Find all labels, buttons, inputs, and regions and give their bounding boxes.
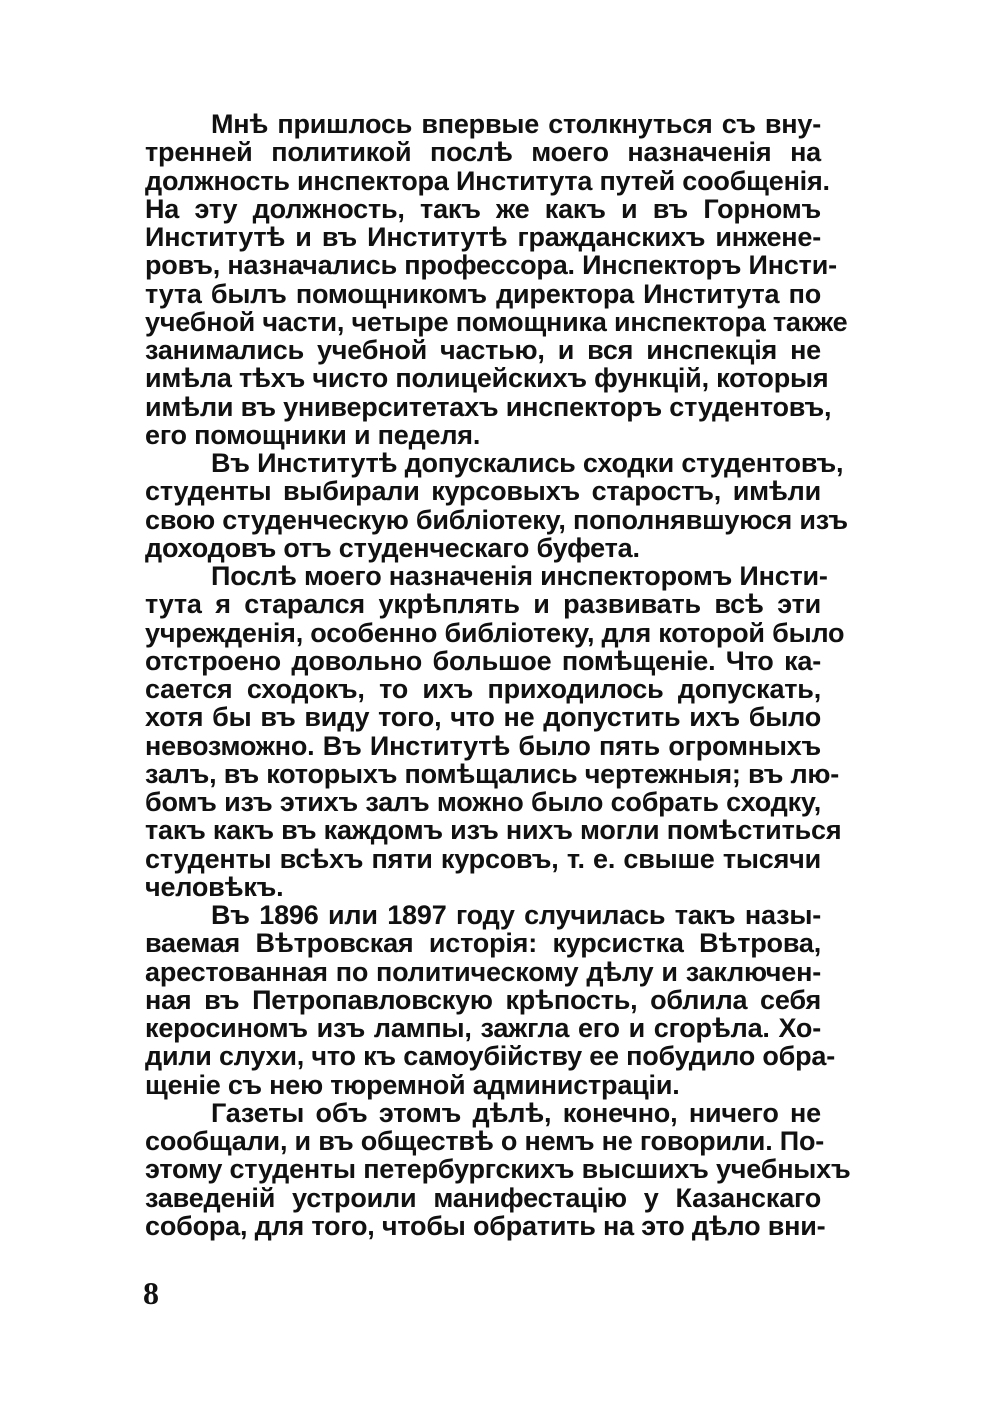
text-line: человѣкъ. [145, 871, 284, 902]
text-line: Институтѣ и въ Институтѣ гражданскихъ инжене- [145, 222, 821, 252]
text-line: учебной части, четыре помощника инспектора также [145, 306, 848, 337]
text-line: студенты выбирали курсовыхъ старостъ, имѣли [145, 476, 821, 507]
text-line: учрежденія, особенно библіотеку, для которой было [145, 617, 845, 648]
text-line: занимались учебной частью, и вся инспекція не [145, 335, 821, 365]
paragraph-4 [145, 900, 835, 1100]
text-line: сается сходокъ, то ихъ приходилось допускать, [145, 674, 821, 704]
paragraph-1 [145, 109, 848, 450]
text-line: этому студенты петербургскихъ высшихъ учебныхъ [145, 1154, 851, 1185]
paragraph-5 [145, 1097, 851, 1241]
body-text [145, 109, 851, 1241]
text-line: имѣла тѣхъ чисто полицейскихъ функцій, которыя [145, 363, 829, 394]
text-line: доходовъ отъ студенческаго буфета. [145, 532, 640, 563]
text-line: ная въ Петропавловскую крѣпость, облила себя [145, 984, 821, 1015]
text-line: заведеній устроили манифестацію у Казанскаго [145, 1182, 821, 1213]
text-line: Въ Институтѣ допускались сходки студентовъ, [211, 448, 844, 478]
text-line: ваемая Вѣтровская исторія: курсистка Вѣтрова, [145, 928, 821, 959]
text-line: Въ 1896 или 1897 году случилась такъ назы- [211, 900, 821, 930]
text-line: его помощники и педеля. [145, 419, 481, 450]
text-line: дили слухи, что къ самоубійству ее побудило обра- [145, 1041, 835, 1072]
text-line: невозможно. Въ Институтѣ было пять огромныхъ [145, 730, 821, 761]
text-line: отстроено довольно большое помѣщеніе. Что ка- [145, 645, 821, 676]
paragraph-2 [145, 448, 848, 563]
text-line: ровъ, назначались профессора. Инспекторъ Инсти- [145, 250, 837, 281]
text-line: Мнѣ пришлось впервые столкнуться съ вну- [211, 109, 821, 139]
text-line: керосиномъ изъ лампы, зажгла его и сгорѣла. Хо- [145, 1013, 821, 1043]
text-line: тута былъ помощникомъ директора Института по [145, 278, 821, 309]
text-line: Газеты объ этомъ дѣлѣ, конечно, ничего не [211, 1097, 821, 1128]
text-line: тута я старался укрѣплять и развивать всѣ эти [145, 589, 821, 620]
text-line: имѣли въ университетахъ инспекторъ студентовъ, [145, 391, 832, 422]
page-number: 8 [143, 1275, 159, 1311]
text-line: На эту должность, такъ же какъ и въ Горномъ [145, 193, 821, 224]
text-line: залъ, въ которыхъ помѣщались чертежныя; въ лю- [145, 758, 840, 789]
text-line: собора, для того, чтобы обратить на это дѣло вни- [145, 1210, 826, 1241]
text-line: Послѣ моего назначенія инспекторомъ Инсти- [211, 561, 828, 591]
text-line: тренней политикой послѣ моего назначенія на [145, 137, 821, 168]
paragraph-3 [145, 561, 845, 902]
text-line: должность инспектора Института путей сообщенія. [145, 165, 830, 196]
text-line: такъ какъ въ каждомъ изъ нихъ могли помѣститься [145, 815, 842, 846]
text-line: хотя бы въ виду того, что не допустить ихъ было [145, 702, 821, 733]
text-line: свою студенческую библіотеку, пополнявшуюся изъ [145, 504, 848, 535]
text-line: арестованная по политическому дѣлу и заключен- [145, 956, 821, 987]
text-line: бомъ изъ этихъ залъ можно было собрать сходку, [145, 787, 821, 817]
text-line: студенты всѣхъ пяти курсовъ, т. е. свыше тысячи [145, 843, 821, 874]
text-line: щеніе съ нею тюремной администраціи. [145, 1069, 680, 1100]
text-line: сообщали, и въ обществѣ о немъ не говорили. По- [145, 1126, 825, 1156]
